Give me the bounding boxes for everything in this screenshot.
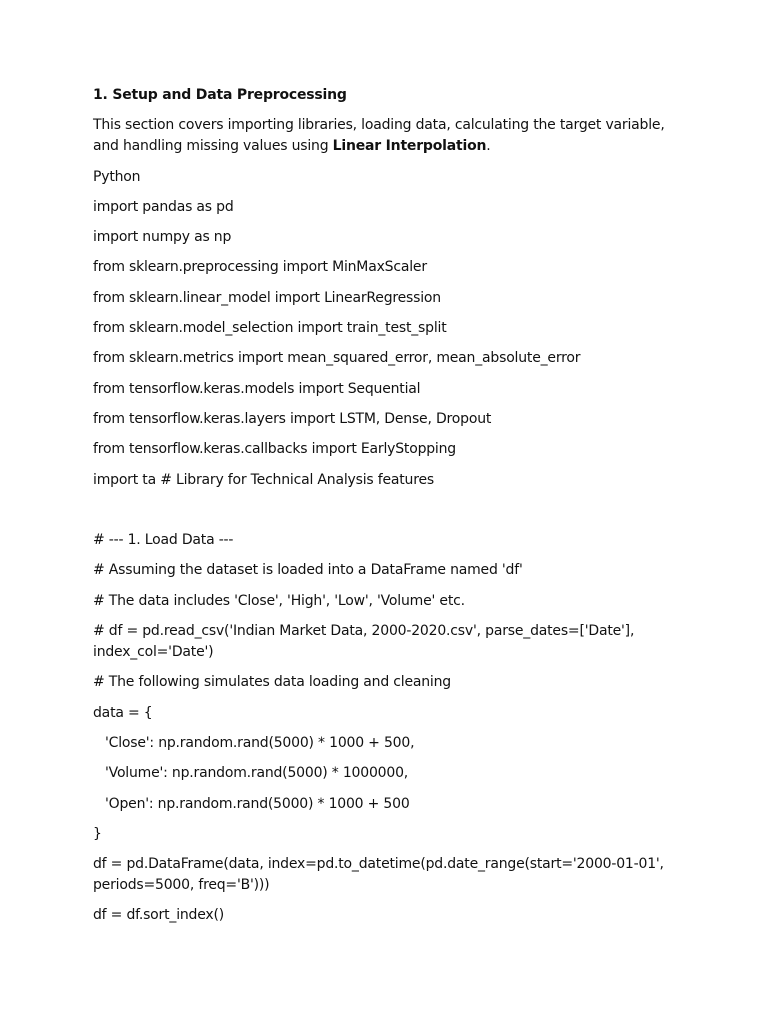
code-line: from sklearn.metrics import mean_squared_error, mean_absolute_error bbox=[93, 350, 581, 367]
section-intro bbox=[93, 115, 683, 157]
document-page bbox=[93, 85, 683, 936]
intro-end: . bbox=[486, 138, 491, 155]
code-comment: # df = pd.read_csv('Indian Market Data, 2000-2020.csv', parse_dates=['Date'], index_col='Date') bbox=[93, 623, 635, 661]
section-number: 1. bbox=[93, 87, 108, 103]
code-line: } bbox=[93, 825, 102, 842]
code-comment: # --- 1. Load Data --- bbox=[93, 532, 234, 549]
code-line: from sklearn.model_selection import train_test_split bbox=[93, 320, 447, 337]
code-line: from sklearn.preprocessing import MinMaxScaler bbox=[93, 259, 427, 276]
section-heading bbox=[93, 85, 683, 106]
code-line: import ta # Library for Technical Analysis features bbox=[93, 471, 434, 488]
code-line: from sklearn.linear_model import LinearRegression bbox=[93, 289, 441, 306]
code-line: 'Close': np.random.rand(5000) * 1000 + 500, bbox=[105, 734, 415, 751]
blank-line bbox=[93, 500, 683, 521]
code-line: import pandas as pd bbox=[93, 198, 234, 215]
code-line: 'Open': np.random.rand(5000) * 1000 + 500 bbox=[105, 795, 410, 812]
intro-bold-term: Linear Interpolation bbox=[332, 138, 487, 155]
code-comment: # Assuming the dataset is loaded into a DataFrame named 'df' bbox=[93, 562, 523, 579]
code-comment: # The data includes 'Close', 'High', 'Low', 'Volume' etc. bbox=[93, 592, 465, 609]
code-line: from tensorflow.keras.layers import LSTM, Dense, Dropout bbox=[93, 410, 492, 427]
code-line: 'Volume': np.random.rand(5000) * 1000000, bbox=[105, 765, 409, 782]
language-label: Python bbox=[93, 168, 141, 185]
intro-text: This section covers importing libraries, loading data, calculating the target variable, and handling missing values using bbox=[93, 117, 665, 155]
code-line: from tensorflow.keras.models import Sequential bbox=[93, 380, 421, 397]
code-line: import numpy as np bbox=[93, 229, 232, 246]
section-title: Setup and Data Preprocessing bbox=[112, 87, 347, 103]
code-comment: # The following simulates data loading and cleaning bbox=[93, 674, 451, 691]
code-line: df = df.sort_index() bbox=[93, 907, 225, 924]
code-line: df = pd.DataFrame(data, index=pd.to_datetime(pd.date_range(start='2000-01-01', periods=5000, freq='B'))) bbox=[93, 856, 664, 894]
code-line: data = { bbox=[93, 704, 153, 721]
code-line: from tensorflow.keras.callbacks import EarlyStopping bbox=[93, 441, 456, 458]
